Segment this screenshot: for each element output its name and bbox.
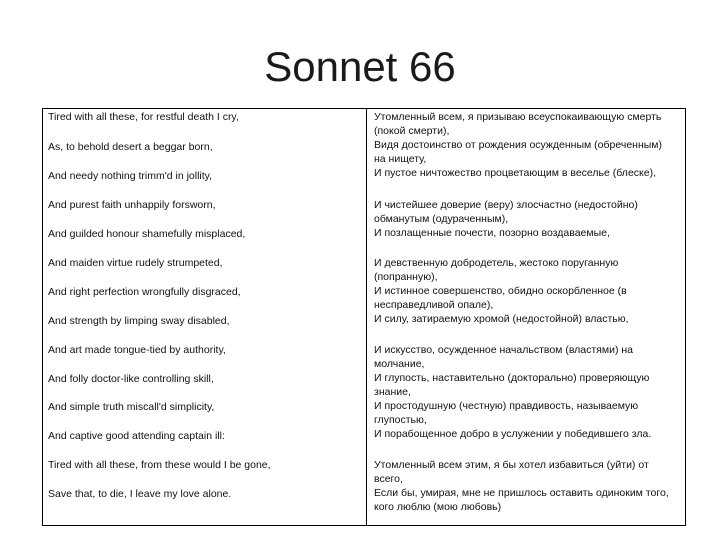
russian-line: И пустое ничтожество процветающим в веселье (блеске), bbox=[374, 167, 656, 179]
russian-line: Видя достоинство от рождения осужденным (обреченным) bbox=[374, 139, 663, 151]
russian-line: Утомленный всем этим, я бы хотел избавиться (уйти) от bbox=[374, 459, 649, 471]
english-line: And simple truth miscall'd simplicity, bbox=[48, 401, 215, 413]
russian-line: И силу, затираемую хромой (недостойной) властью, bbox=[374, 313, 629, 325]
russian-column bbox=[367, 109, 685, 525]
english-line: And guilded honour shamefully misplaced, bbox=[48, 228, 246, 240]
russian-line: (покой смерти), bbox=[374, 125, 450, 137]
russian-line: И чистейшее доверие (веру) злосчастно (недостойно) bbox=[374, 199, 638, 211]
russian-line: Если бы, умирая, мне не пришлось оставить одиноким того, bbox=[374, 487, 669, 499]
english-column bbox=[43, 109, 367, 525]
english-line: As, to behold desert a beggar born, bbox=[48, 141, 213, 153]
russian-line: И порабощенное добро в услужении у победившего зла. bbox=[374, 428, 652, 440]
russian-line: обманутым (одураченным), bbox=[374, 213, 509, 225]
english-line: And needy nothing trimm'd in jollity, bbox=[48, 170, 213, 182]
english-line: Tired with all these, for restful death I cry, bbox=[48, 111, 239, 123]
russian-line: (попранную), bbox=[374, 271, 438, 283]
russian-line: на нищету, bbox=[374, 153, 427, 165]
english-line: And purest faith unhappily forsworn, bbox=[48, 199, 216, 211]
russian-line: И искусство, осужденное начальством (властями) на bbox=[374, 344, 633, 356]
russian-line: всего, bbox=[374, 473, 403, 485]
russian-line: кого люблю (мою любовь) bbox=[374, 501, 502, 513]
russian-line: И глупость, наставительно (докторально) проверяющую bbox=[374, 372, 650, 384]
english-line: And captive good attending captain ill: bbox=[48, 430, 225, 442]
russian-line: знание, bbox=[374, 386, 411, 398]
english-line: Save that, to die, I leave my love alone. bbox=[48, 488, 232, 500]
russian-line: И простодушную (честную) правдивость, называемую bbox=[374, 400, 639, 412]
english-line: And maiden virtue rudely strumpeted, bbox=[48, 257, 223, 269]
russian-line: И девственную добродетель, жестоко поруганную bbox=[374, 257, 619, 269]
russian-line: И истинное совершенство, обидно оскорбленное (в bbox=[374, 285, 627, 297]
russian-line: несправедливой опале), bbox=[374, 299, 494, 311]
russian-line: И позлащенные почести, позорно воздаваемые, bbox=[374, 227, 610, 239]
english-line: And right perfection wrongfully disgraced, bbox=[48, 286, 241, 298]
page-title: Sonnet 66 bbox=[264, 43, 456, 90]
russian-line: глупостью, bbox=[374, 414, 427, 426]
russian-line: молчание, bbox=[374, 358, 425, 370]
sonnet-table bbox=[42, 108, 686, 526]
english-line: And strength by limping sway disabled, bbox=[48, 315, 230, 327]
russian-line: Утомленный всем, я призываю всеуспокаивающую смерть bbox=[374, 111, 662, 123]
english-line: And folly doctor-like controlling skill, bbox=[48, 373, 214, 385]
english-line: Tired with all these, from these would I be gone, bbox=[48, 459, 271, 471]
english-line: And art made tongue-tied by authority, bbox=[48, 344, 226, 356]
